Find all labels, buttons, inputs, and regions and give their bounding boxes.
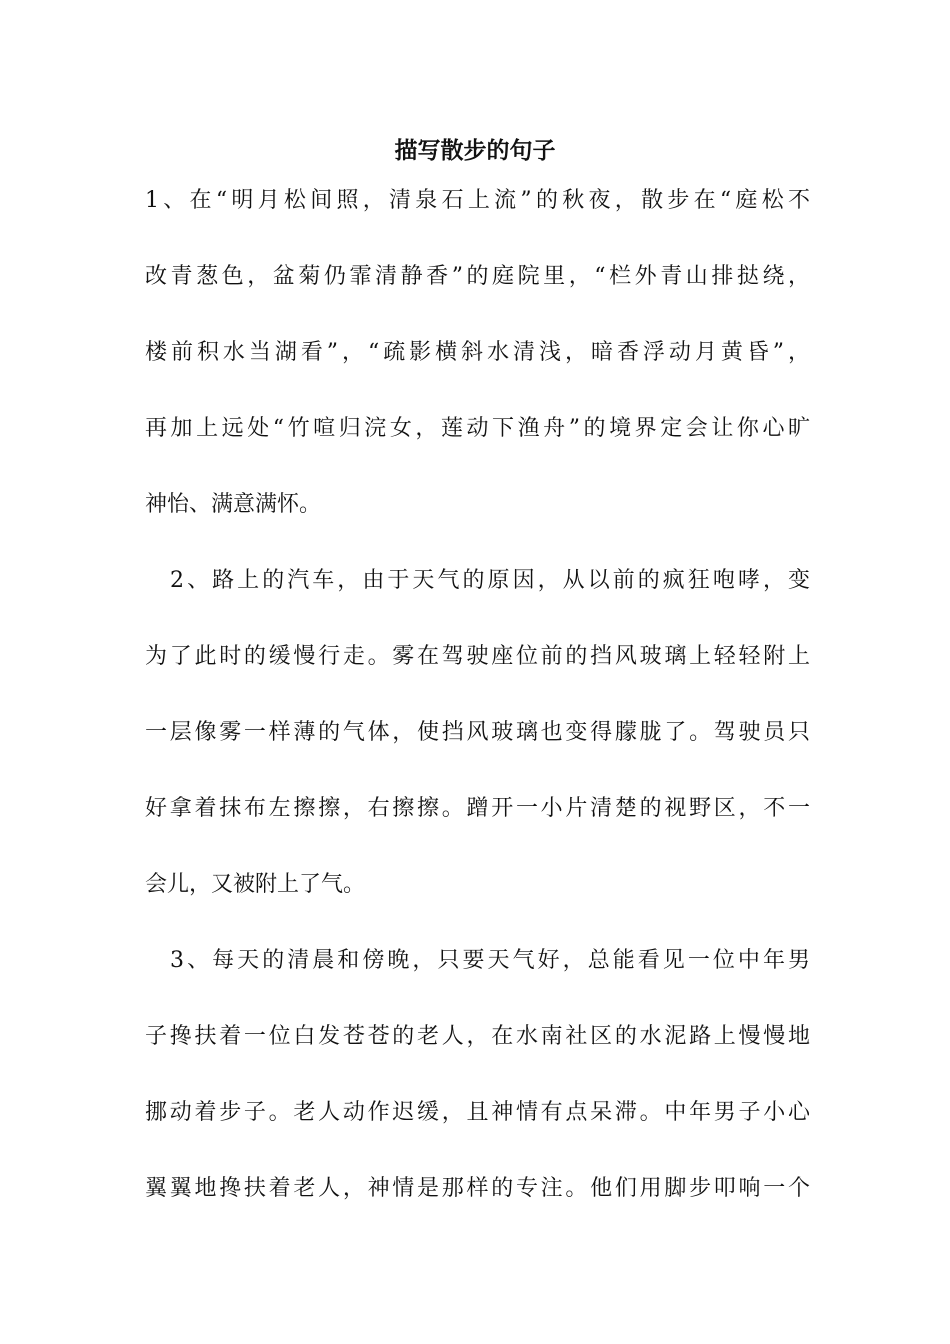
text-line-9: 好拿着抹布左擦擦，右擦擦。蹭开一小片清楚的视野区，不一 (145, 796, 810, 821)
text-line-4: 再加上远处“竹喧归浣女，莲动下渔舟”的境界定会让你心旷 (145, 416, 810, 441)
text-line-5: 神怡、满意满怀。 (145, 492, 322, 517)
text-line-14: 翼翼地搀扶着老人，神情是那样的专注。他们用脚步叩响一个 (145, 1176, 810, 1201)
text-line-13: 挪动着步子。老人动作迟缓，且神情有点呆滞。中年男子小心 (145, 1100, 810, 1125)
text-line-10: 会儿，又被附上了气。 (145, 872, 366, 897)
text-line-12: 子搀扶着一位白发苍苍的老人，在水南社区的水泥路上慢慢地 (145, 1024, 810, 1049)
text-line-2: 改青葱色，盆菊仍霏清静香”的庭院里，“栏外青山排挞绕， (145, 264, 810, 289)
text-line-1: 1、在“明月松间照，清泉石上流”的秋夜，散步在“庭松不 (145, 188, 810, 213)
text-line-7: 为了此时的缓慢行走。雾在驾驶座位前的挡风玻璃上轻轻附上 (145, 644, 810, 669)
text-line-8: 一层像雾一样薄的气体，使挡风玻璃也变得朦胧了。驾驶员只 (145, 720, 810, 745)
document-title: 描写散步的句子 (394, 137, 556, 164)
text-line-11: 3、每天的清晨和傍晚，只要天气好，总能看见一位中年男 (145, 948, 810, 973)
text-line-3: 楼前积水当湖看”，“疏影横斜水清浅，暗香浮动月黄昏”， (145, 340, 810, 365)
text-line-6: 2、路上的汽车，由于天气的原因，从以前的疯狂咆哮，变 (145, 568, 810, 593)
